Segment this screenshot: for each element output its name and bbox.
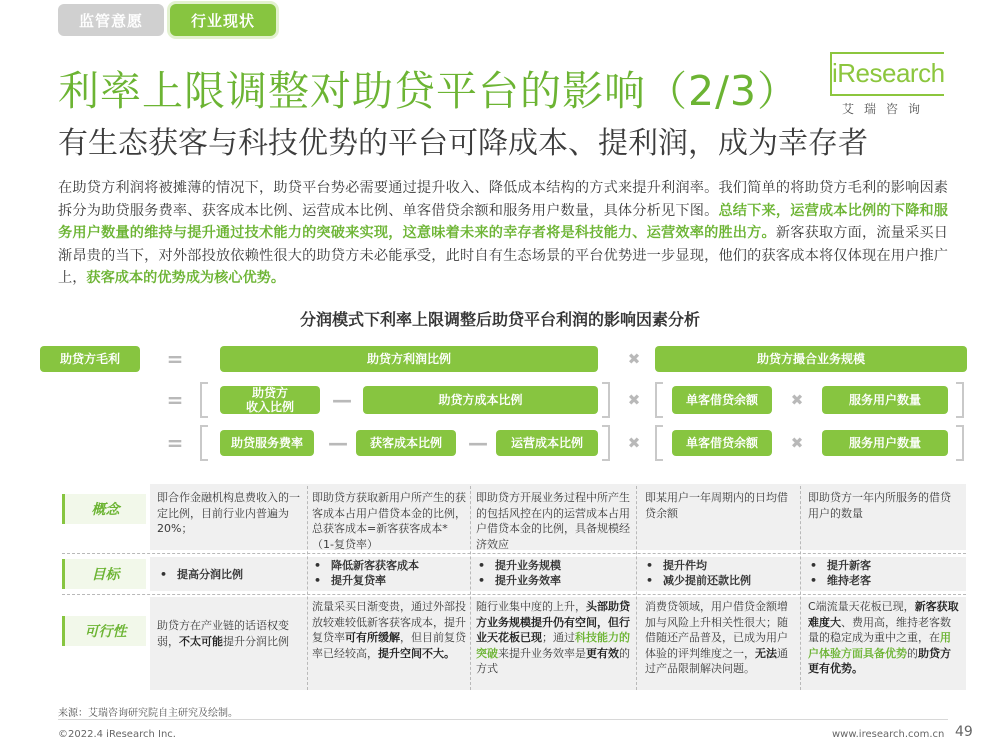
feas-bold: 提升空间不大。: [378, 646, 455, 660]
multiply-sign: ✖: [627, 434, 641, 452]
goal-item: • 维持老客: [810, 573, 871, 588]
feasibility-service-fee: [157, 618, 303, 649]
operation-cost-box: 运营成本比例: [496, 430, 598, 456]
feasibility-operation-cost: [476, 599, 632, 677]
acquisition-cost-box: 获客成本比例: [356, 430, 456, 456]
feas-bold: 可有所缓解: [345, 631, 400, 644]
website-link[interactable]: www.iresearch.com.cn: [832, 729, 945, 740]
feas-text: 助贷方在产业链的话语权变弱，: [157, 619, 289, 648]
feas-text: 、费用高，维持老客数量的稳定成为重中之重，在: [808, 615, 951, 644]
tab-bar: [58, 4, 276, 36]
concept-balance: 即某用户一年周期内的日均借贷余额: [645, 491, 788, 520]
feas-text: ；通过: [542, 631, 575, 644]
balance-box-2: 单客借贷余额: [672, 430, 772, 456]
feas-text: 通过产品限制解决问题。: [645, 646, 788, 675]
equals-sign: =: [166, 388, 184, 412]
goal-item: • 提升业务规模: [478, 558, 561, 573]
page-subtitle: 有生态获客与科技优势的平台可降成本、提利润，成为幸存者: [58, 126, 868, 161]
body-highlight-2: 获客成本的优势成为核心优势。: [86, 270, 286, 286]
logo-wordmark: iResearch: [832, 58, 945, 88]
body-highlight-1: 总结下来，运营成本比例的下降和服务用户数量的维持与提升通过技术能力的突破来实现，这意味着未来的幸存者将是科技能力、运营效率的胜出方。: [58, 202, 948, 241]
row-divider: [62, 553, 966, 554]
bracket-left: [200, 382, 208, 418]
goal-acquisition-cost: [314, 558, 419, 588]
feas-text: C端流量天花板已现，: [808, 600, 915, 613]
feas-bold: 不太可能: [179, 634, 223, 648]
feas-text: 的: [907, 646, 918, 660]
minus-sign: —: [468, 431, 488, 455]
feas-bold: 无法: [755, 646, 777, 660]
row-divider: [62, 594, 966, 595]
body-text-part1: 在助贷方利润将被摊薄的情况下，助贷平台势必需要通过提升收入、降低成本结构的方式来提升利润率。我们简单的将助贷方毛利的影响因素拆分为助贷服务费率、获客成本比例、运营成本比例、单客借贷余额和服务用户数量，具体分析见下图。: [58, 180, 948, 219]
feas-bold: 更有效: [586, 646, 619, 660]
goal-service-fee: [160, 567, 243, 582]
copyright: ©2022.4 iResearch Inc.: [58, 729, 176, 740]
diagram-title: 分润模式下利率上限调整后助贷平台利润的影响因素分析: [299, 310, 700, 329]
feas-text: ，但目前复贷率已经较高，: [312, 631, 466, 660]
concept-acquisition-cost: 即助贷方获取新用户所产生的获客成本占用户借贷本金的比例，总获客成本=新客获客成本*（1-复贷率）: [312, 491, 466, 551]
bracket-left: [655, 382, 663, 418]
logo-chinese-name: 艾瑞咨询: [842, 102, 931, 116]
feas-bold: 助贷方更有优势。: [808, 646, 951, 675]
multiply-sign: ✖: [790, 434, 804, 452]
concept-service-fee: 即合作金融机构息费收入的一定比例，目前行业内普遍为20%；: [157, 491, 300, 535]
bracket-right: [602, 382, 610, 418]
concept-operation-cost: 即助贷方开展业务过程中所产生的包括风控在内的运营成本占用户借贷本金的比例，具备规模经济效应: [476, 491, 630, 551]
gross-profit-box: 助贷方毛利: [40, 346, 140, 372]
users-box: 服务用户数量: [822, 386, 948, 414]
iresearch-logo: [830, 48, 952, 120]
goal-item: • 提升业务效率: [478, 573, 561, 588]
goal-item: • 提升复贷率: [314, 573, 419, 588]
multiply-sign: ✖: [627, 391, 641, 409]
feas-green: 用户体验方面具备优势: [808, 631, 951, 660]
multiply-sign: ✖: [627, 350, 641, 368]
income-ratio-line1: 助贷方: [251, 386, 288, 400]
column-divider: [800, 486, 801, 690]
minus-sign: —: [332, 388, 352, 412]
goal-item: • 提升件均: [646, 558, 751, 573]
row-label-goal: 目标: [62, 559, 146, 589]
goal-item: • 提高分润比例: [160, 567, 243, 582]
multiply-sign: ✖: [790, 391, 804, 409]
feas-text: 来提升业务效率是: [498, 646, 586, 660]
goal-users: [810, 558, 871, 588]
body-text-part2: 新客获取方面，流量采买日渐昂贵的当下，对外部投放依赖性很大的助贷方未必能承受，此时自有生态场景的平台优势进一步显现，他们的获客成本将仅体现在用户推广上，: [58, 225, 948, 286]
column-divider: [636, 486, 637, 690]
feas-bold: 头部助贷方业务规模提升仍有空间，但行业天花板已现: [476, 600, 630, 644]
tab-regulatory-intent[interactable]: 监管意愿: [58, 4, 164, 36]
column-divider: [307, 486, 308, 690]
bracket-left: [200, 425, 208, 461]
bracket-right: [956, 425, 964, 461]
minus-sign: —: [328, 431, 348, 455]
equals-sign: =: [166, 431, 184, 455]
body-paragraph: [58, 177, 948, 290]
feas-text: 随行业集中度的上升，: [476, 600, 586, 613]
feas-text: 的方式: [476, 646, 630, 675]
page-number: 49: [955, 724, 973, 740]
footer-divider: [58, 719, 948, 720]
feas-text: 流量采买日渐变贵，通过外部投放较难较低新客获客成本，提升复贷率: [312, 600, 466, 644]
bracket-right: [602, 425, 610, 461]
feasibility-acquisition-cost: [312, 599, 466, 661]
balance-box: 单客借贷余额: [672, 386, 772, 414]
income-ratio-box: [220, 386, 320, 414]
service-fee-box: 助贷服务费率: [220, 430, 314, 456]
goal-item: • 减少提前还款比例: [646, 573, 751, 588]
goal-item: • 降低新客获客成本: [314, 558, 419, 573]
income-ratio-line2: 收入比例: [245, 400, 294, 414]
feas-text: 消费贷领域，用户借贷金额增加与风险上升相关性很大；随借随还产品普及，已成为用户体验的评判维度之一，: [645, 600, 788, 660]
bracket-left: [655, 425, 663, 461]
equals-sign: =: [166, 347, 184, 371]
business-scale-box: 助贷方撮合业务规模: [655, 346, 967, 372]
feas-green: 科技能力的突破: [476, 631, 630, 660]
users-box-2: 服务用户数量: [822, 430, 948, 456]
bracket-right: [956, 382, 964, 418]
row-label-concept: 概念: [62, 494, 146, 524]
goal-balance: [646, 558, 751, 588]
cost-ratio-box: 助贷方成本比例: [363, 386, 598, 414]
feasibility-users: [808, 599, 960, 677]
column-divider: [470, 486, 471, 690]
feasibility-balance: [645, 599, 797, 677]
feas-bold: 新客获取难度大: [808, 600, 959, 629]
concept-users: 即助贷方一年内所服务的借贷用户的数量: [808, 491, 951, 520]
row-label-feasibility: 可行性: [62, 616, 146, 646]
goal-operation-cost: [478, 558, 561, 588]
profit-share-box: 助贷方利润比例: [220, 346, 598, 372]
source-note: 来源：艾瑞咨询研究院自主研究及绘制。: [58, 708, 238, 719]
goal-item: • 提升新客: [810, 558, 871, 573]
tab-industry-status[interactable]: 行业现状: [170, 4, 276, 36]
feas-text: 提升分润比例: [223, 634, 289, 648]
page-title: 利率上限调整对助贷平台的影响（2/3）: [58, 67, 799, 115]
